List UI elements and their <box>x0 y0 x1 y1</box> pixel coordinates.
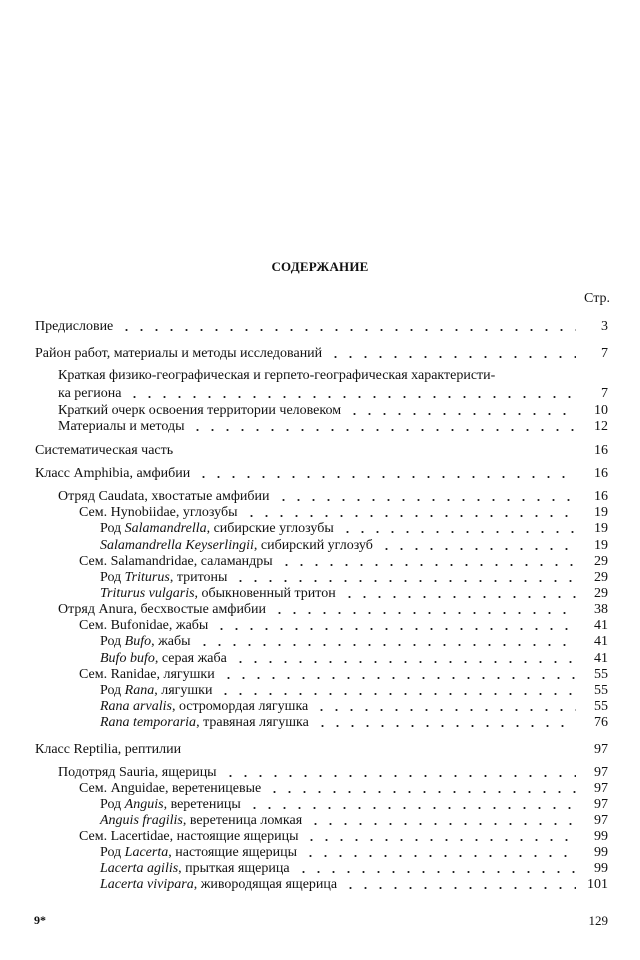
toc-entry <box>100 860 608 877</box>
toc-entry <box>79 504 608 521</box>
toc-page-number: 55 <box>594 683 608 698</box>
toc-page-number: 38 <box>594 602 608 617</box>
toc-entry-label <box>100 651 227 667</box>
dot-leader <box>347 412 576 416</box>
dot-leader <box>190 428 576 432</box>
toc-page-number: 97 <box>594 742 608 757</box>
toc-entry <box>35 465 608 482</box>
page-column-header: Стр. <box>584 291 610 306</box>
toc-page-number: 97 <box>594 765 608 780</box>
taxon-common-name: , жабы <box>151 634 191 649</box>
toc-page-number: 10 <box>594 403 608 418</box>
dot-leader <box>342 595 576 599</box>
dot-leader <box>340 530 576 534</box>
signature-mark: 9* <box>34 913 46 927</box>
taxon-latin-name: Salamandrella <box>124 521 207 536</box>
toc-page-number: 41 <box>594 618 608 633</box>
toc-entry <box>100 585 608 602</box>
toc-entry <box>100 650 608 667</box>
toc-entry <box>79 666 608 683</box>
dot-leader <box>196 475 576 479</box>
toc-entry-label: ка региона <box>58 386 122 401</box>
dot-leader <box>223 774 576 778</box>
toc-entry-label: Краткий очерк освоения территории человеком <box>58 403 342 418</box>
toc-entry-label: Сем. Anguidae, веретеницевые <box>79 781 262 796</box>
toc-entry <box>79 828 608 845</box>
toc-entry-label: Сем. Hynobiidae, углозубы <box>79 505 238 520</box>
taxon-common-name: , остромордая лягушка <box>171 699 309 714</box>
dot-leader <box>272 611 576 615</box>
toc-entry-label <box>100 570 227 586</box>
toc-entry <box>58 385 608 402</box>
toc-entry <box>100 876 608 893</box>
toc-entry-label <box>100 521 334 537</box>
taxon-common-name: , серая жаба <box>154 651 227 666</box>
toc-entry <box>100 682 608 699</box>
toc-entry <box>100 714 608 731</box>
taxon-latin-name: Triturus vulgaris <box>100 586 195 601</box>
toc-entry <box>58 488 608 505</box>
toc-entry <box>100 698 608 715</box>
toc-page-number: 99 <box>594 829 608 844</box>
toc-entry <box>35 318 608 335</box>
page-number: 129 <box>588 913 608 928</box>
toc-page-number: 41 <box>594 651 608 666</box>
toc-entry-label: Материалы и методы <box>58 419 185 434</box>
toc-entry-label: Отряд Anura, бесхвостые амфибии <box>58 602 267 617</box>
toc-entry-label: Отряд Caudata, хвостатые амфибии <box>58 489 270 504</box>
taxon-common-name: , веретеница ломкая <box>182 813 303 828</box>
toc-page-number: 12 <box>594 419 608 434</box>
toc-page-number: 99 <box>594 861 608 876</box>
taxon-rank: Род <box>100 683 125 698</box>
toc-entry <box>35 442 608 459</box>
toc-entry-label <box>100 797 241 813</box>
toc-entry <box>100 520 608 537</box>
taxon-latin-name: Lacerta <box>124 845 169 860</box>
toc-page-number: 29 <box>594 586 608 601</box>
taxon-latin-name: Salamandrella Keyserlingii <box>100 538 254 553</box>
toc-page-number: 99 <box>594 845 608 860</box>
toc-entry-label: Краткая физико-географическая и герпето-географическая характеристи- <box>58 368 496 383</box>
taxon-rank: Род <box>100 845 125 860</box>
toc-page-number: 101 <box>587 877 608 892</box>
toc-entry <box>100 537 608 554</box>
toc-entry <box>58 764 608 781</box>
taxon-rank: Род <box>100 634 125 649</box>
toc-page-number: 19 <box>594 521 608 536</box>
toc-page-number: 7 <box>601 386 608 401</box>
taxon-rank: Род <box>100 521 125 536</box>
taxon-latin-name: Bufo bufo <box>100 651 155 666</box>
toc-page-number: 16 <box>594 443 608 458</box>
dot-leader <box>279 563 576 567</box>
toc-entry-label <box>100 715 309 731</box>
toc-page-number: 97 <box>594 781 608 796</box>
taxon-common-name: , обыкновенный тритон <box>194 586 336 601</box>
dot-leader <box>304 838 576 842</box>
taxon-common-name: , травяная лягушка <box>196 715 309 730</box>
toc-page-number: 76 <box>594 715 608 730</box>
toc-entry-label <box>100 538 373 554</box>
toc-entry <box>79 780 608 797</box>
taxon-latin-name: Anguis <box>124 797 164 812</box>
toc-page-number: 97 <box>594 797 608 812</box>
toc-page-number: 16 <box>594 466 608 481</box>
dot-leader <box>276 498 576 502</box>
taxon-latin-name: Lacerta agilis <box>100 861 179 876</box>
taxon-common-name: , веретеницы <box>163 797 241 812</box>
toc-page-number: 29 <box>594 570 608 585</box>
toc-page-number: 3 <box>601 319 608 334</box>
taxon-common-name: , лягушки <box>154 683 213 698</box>
toc-entry-label: Класс Amphibia, амфибии <box>35 466 191 481</box>
dot-leader <box>379 547 576 551</box>
toc-entry <box>58 418 608 435</box>
dot-leader <box>244 514 577 518</box>
toc-entry-label <box>100 861 290 877</box>
toc-entry-label: Сем. Ranidae, лягушки <box>79 667 215 682</box>
toc-page-number: 16 <box>594 489 608 504</box>
taxon-latin-name: Rana arvalis <box>100 699 172 714</box>
toc-entry-label <box>100 813 302 829</box>
toc-entry <box>58 402 608 419</box>
dot-leader <box>315 724 576 728</box>
toc-page-number: 41 <box>594 634 608 649</box>
taxon-latin-name: Bufo <box>124 634 152 649</box>
toc-entry-label: Подотряд Sauria, ящерицы <box>58 765 217 780</box>
toc-entry <box>35 345 608 362</box>
toc-entry-label: Систематическая часть <box>35 443 174 458</box>
toc-entry-label <box>100 634 191 650</box>
toc-page-number: 7 <box>601 346 608 361</box>
dot-leader <box>314 708 576 712</box>
dot-leader <box>127 395 576 399</box>
toc-entry <box>100 633 608 650</box>
taxon-rank: Род <box>100 570 125 585</box>
taxon-common-name: , тритоны <box>169 570 228 585</box>
dot-leader <box>267 790 576 794</box>
dot-leader <box>247 806 576 810</box>
taxon-common-name: , сибирский углозуб <box>253 538 373 553</box>
taxon-latin-name: Rana <box>124 683 155 698</box>
toc-entry-label: Сем. Salamandridae, саламандры <box>79 554 273 569</box>
dot-leader <box>221 676 576 680</box>
dot-leader <box>343 886 576 890</box>
toc-entry <box>100 569 608 586</box>
taxon-latin-name: Anguis fragilis <box>100 813 183 828</box>
toc-entry <box>100 844 608 861</box>
toc-entry-label <box>100 877 337 893</box>
dot-leader <box>308 822 576 826</box>
dot-leader <box>328 355 576 359</box>
toc-page-number: 19 <box>594 538 608 553</box>
taxon-latin-name: Lacerta vivipara <box>100 877 194 892</box>
toc-entry-label <box>100 699 308 715</box>
toc-page-number: 55 <box>594 699 608 714</box>
toc-entry <box>79 617 608 634</box>
dot-leader <box>119 328 576 332</box>
dot-leader <box>197 643 576 647</box>
taxon-common-name: , сибирские углозубы <box>206 521 334 536</box>
taxon-latin-name: Rana temporaria <box>100 715 197 730</box>
toc-entry-label <box>100 683 212 699</box>
toc-entry-label: Район работ, материалы и методы исследований <box>35 346 323 361</box>
toc-page-number: 55 <box>594 667 608 682</box>
page-title: СОДЕРЖАНИЕ <box>271 259 369 274</box>
toc-entry-label: Сем. Bufonidae, жабы <box>79 618 209 633</box>
dot-leader <box>233 660 576 664</box>
dot-leader <box>303 854 576 858</box>
dot-leader <box>218 692 576 696</box>
taxon-latin-name: Triturus <box>124 570 170 585</box>
toc-page-number: 97 <box>594 813 608 828</box>
toc-entry-label: Сем. Lacertidae, настоящие ящерицы <box>79 829 299 844</box>
toc-page-number: 29 <box>594 554 608 569</box>
toc-entry-label <box>100 845 297 861</box>
taxon-rank: Род <box>100 797 125 812</box>
toc-entry <box>58 601 608 618</box>
taxon-common-name: , прыткая ящерица <box>178 861 290 876</box>
toc-entry-label <box>100 586 336 602</box>
dot-leader <box>214 627 576 631</box>
toc-entry <box>58 368 495 384</box>
dot-leader <box>296 870 576 874</box>
toc-page-number: 19 <box>594 505 608 520</box>
taxon-common-name: , живородящая ящерица <box>193 877 338 892</box>
taxon-common-name: , настоящие ящерицы <box>168 845 298 860</box>
toc-entry-label: Класс Reptilia, рептилии <box>35 742 182 757</box>
dot-leader <box>233 579 576 583</box>
toc-entry <box>79 553 608 570</box>
toc-entry <box>100 812 608 829</box>
toc-entry <box>100 796 608 813</box>
toc-entry <box>35 741 608 758</box>
toc-entry-label: Предисловие <box>35 319 114 334</box>
